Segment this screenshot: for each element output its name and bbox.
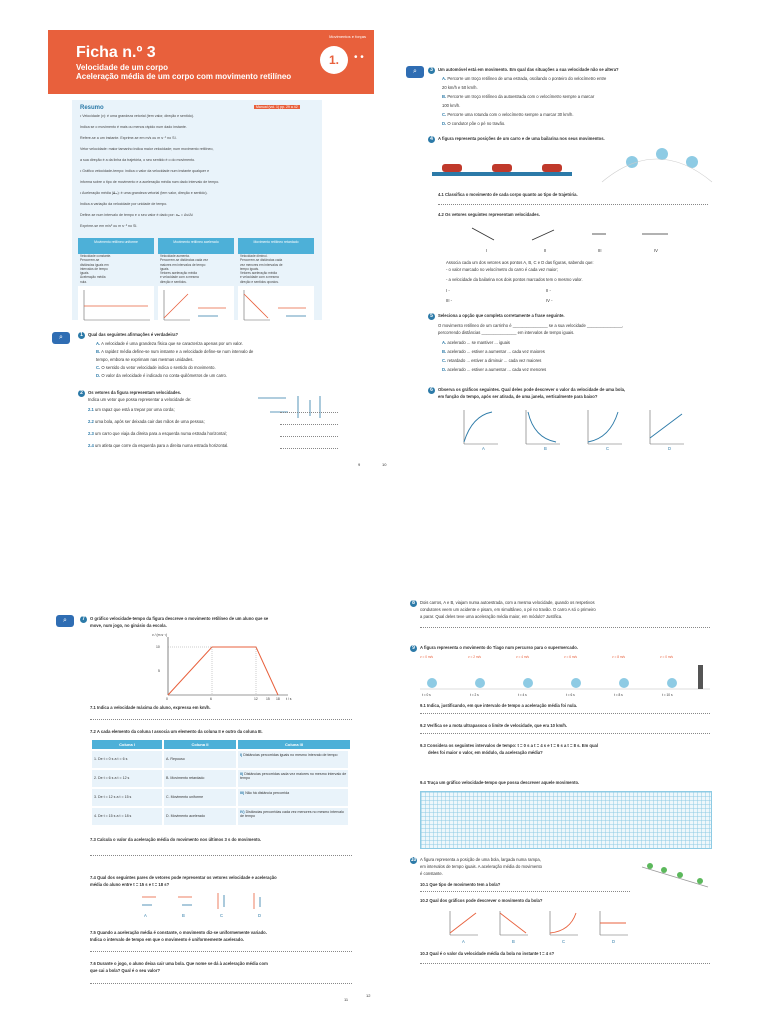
- answer-option[interactable]: [442, 76, 606, 81]
- column-3-cell: [238, 770, 348, 787]
- time-label: t = 8 s: [614, 693, 623, 697]
- summary-title: Resumo: [80, 105, 104, 111]
- subquestion-text: 7.5 Quando a aceleração média é constante, o movimento diz-se uniformemente variado.: [90, 930, 267, 935]
- table-cell-line: Velocidade constante.: [80, 254, 112, 258]
- table-cell-line: Vetores aceleração média: [240, 271, 277, 276]
- time-label: t = 0 s: [422, 693, 431, 697]
- magnifier-icon: ⌕: [56, 615, 74, 627]
- question-number: 1: [78, 332, 85, 339]
- q10-graphs: [448, 909, 648, 937]
- answer-option[interactable]: [96, 373, 227, 378]
- option-text: tempo, embora se exprimam nas mesmas unidades.: [96, 357, 194, 362]
- page-number: 9: [358, 462, 361, 467]
- subquestion-text: 7.2 A cada elemento da coluna I associa um elemento da coluna II e outro da coluna III.: [90, 729, 263, 734]
- instruction-text: - o valor marcado no velocímetro do carro é cada vez maior;: [446, 267, 558, 272]
- table-cell-line: iguais.: [80, 271, 90, 276]
- option-letter: A.: [442, 76, 447, 81]
- option-label: A: [144, 913, 147, 918]
- subquestion-text: 9.4 Traça um gráfico velocidade-tempo que possa descrever aquele movimento.: [420, 780, 580, 785]
- option-text: Percorre uma rotunda com o velocímetro sempre a marcar 30 km/h.: [447, 112, 574, 117]
- instruction-text: - a velocidade da bailarina nos dois pontos marcados tem o mesmo valor.: [446, 277, 583, 282]
- graph-label: A: [482, 446, 485, 451]
- subquestion-text: 7.1 Indica a velocidade máxima do aluno, expressa em km/h.: [90, 705, 211, 710]
- subquestion-text: 4.2 Os vetores seguintes representam velocidades.: [438, 212, 540, 217]
- page-number: 11: [344, 997, 349, 1002]
- column-1-cell: 3. De t = 12 s a t = 15 s: [92, 789, 162, 806]
- time-label: t = 10 s: [662, 693, 673, 697]
- question-text: Qual das seguintes afirmações é verdadeira?: [88, 332, 179, 337]
- option-text: A rapidez média define-se num instante e a velocidade define-se num intervalo de: [101, 349, 254, 354]
- question-text: Um automóvel está em movimento. Em qual das situações a sua velocidade não se altera?: [438, 67, 619, 72]
- answer-line: [90, 983, 352, 984]
- summary-box: [72, 100, 322, 320]
- answer-line: [280, 412, 338, 413]
- subquestion-item: [88, 419, 205, 424]
- subquestion-text: uma bola, após ser deixada cair das mãos de uma pessoa;: [95, 419, 205, 424]
- subquestion-text: 7.6 Durante o jogo, o aluno deixa cair uma bola. Que nome se dá à aceleração média com: [90, 961, 268, 966]
- question-number: 7: [80, 616, 87, 623]
- column-3-cell: [238, 808, 348, 825]
- answer-option[interactable]: [442, 349, 545, 354]
- velocity-time-graph: [148, 633, 298, 703]
- header-section-label: Movimentos e forças: [329, 34, 366, 39]
- speed-label: v = 0 m/s: [660, 655, 674, 659]
- x-axis-label: t / s: [286, 697, 292, 701]
- column-1-cell: 1. De t = 0 s a t = 6 s: [92, 751, 162, 768]
- question-text: em função do tempo, após ser atirada, de uma janela, verticalmente para baixo?: [438, 394, 598, 399]
- option-text: 100 km/h.: [442, 103, 461, 108]
- subquestion-text: 10.2 Qual dos gráficos pode descrever o movimento da bola?: [420, 898, 543, 903]
- option-text: acelerado ... estiver a aumentar ... cada vez maiores: [447, 349, 545, 354]
- question-number: 9: [410, 645, 417, 652]
- q6-graphs: [462, 408, 722, 448]
- column-3-cell: [238, 789, 348, 806]
- question-instruction: Indica um vetor que possa representar a velocidade de:: [88, 397, 192, 402]
- car-and-dancer-figure: [432, 146, 712, 186]
- column-1-cell: 4. De t = 15 s a t = 18 s: [92, 808, 162, 825]
- column-header: Coluna III: [238, 740, 350, 749]
- question-text: Observa os gráficos seguintes. Qual deles pode descrever o valor da velocidade de uma bola,: [438, 387, 626, 392]
- answer-line: [420, 891, 630, 892]
- table-cell: [240, 254, 314, 284]
- answer-line: [420, 627, 710, 628]
- subquestion-text: 7.3 Calcula o valor da aceleração média do movimento nos últimos 3 s do movimento.: [90, 837, 262, 842]
- subquestion-item: [88, 407, 175, 412]
- subquestion-item: [88, 431, 227, 436]
- summary-line: informa sobre o tipo de movimento e a aceleração média num dado intervalo de tempo.: [80, 180, 220, 184]
- graph-label: C: [562, 939, 566, 944]
- blank-label: I -: [446, 288, 450, 293]
- subquestion-number: 2.2: [88, 419, 94, 424]
- question-number: 3: [428, 67, 435, 74]
- answer-line: [90, 951, 352, 952]
- table-cell-line: Percorrem-se: [80, 258, 100, 263]
- time-label: t = 4 s: [518, 693, 527, 697]
- vector-pairs-figure: [138, 891, 288, 913]
- summary-line: Refere-se a um instante. Exprime-se em m/s ou m s⁻¹ no SI.: [80, 136, 177, 140]
- option-text: acelerado ... estiver a aumentar ... cada vez menores: [447, 367, 547, 372]
- magnifier-icon: ⌕: [406, 66, 424, 78]
- question-text: Seleciona a opção que completa corretamente a frase seguinte.: [438, 313, 565, 318]
- answer-line: [438, 204, 708, 205]
- page-number: 10: [382, 462, 387, 467]
- table-cell: [80, 254, 154, 284]
- answer-option[interactable]: [442, 85, 478, 90]
- answer-option[interactable]: [442, 358, 541, 363]
- graph-label: D: [612, 939, 616, 944]
- page-11: [48, 585, 374, 1010]
- answer-option[interactable]: [442, 94, 594, 99]
- subquestion-text: 9.1 Indica, justificando, em que intervalo de tempo a aceleração média foi nula.: [420, 703, 578, 708]
- question-text: a parar. Qual deles teve uma aceleração média maior, em módulo? Justifica.: [420, 614, 563, 619]
- vectors-figure: [472, 226, 672, 246]
- summary-line: Vetor velocidade: maior tamanho indica maior velocidade; num movimento retilíneo,: [80, 147, 214, 151]
- vector-label: IV: [654, 248, 658, 253]
- answer-option[interactable]: [442, 103, 460, 108]
- x-tick: 0: [166, 697, 168, 701]
- subquestion-number: 2.4: [88, 443, 94, 448]
- table-header: Movimento retilíneo retardado: [238, 238, 314, 254]
- answer-line: [280, 436, 338, 437]
- table-header: Movimento retilíneo acelerado: [158, 238, 234, 254]
- table-cell-line: direção e sentidos.: [160, 279, 187, 284]
- blank-label: III -: [446, 298, 453, 303]
- answer-line: [280, 448, 338, 449]
- summary-graphs: [78, 286, 314, 326]
- column-header: Coluna II: [164, 740, 236, 749]
- answer-option[interactable]: [442, 112, 574, 117]
- question-text: condutores veem um acidente e pisam, em simultâneo, o pé no travão. O carro A só o primeiro: [420, 607, 596, 612]
- option-text: Percorre um troço retilíneo de uma estrada, oscilando o ponteiro do velocímetro entre: [447, 76, 607, 81]
- y-axis-label: v / (m s⁻¹): [152, 633, 168, 637]
- question-text: Dois carros, A e B, viajam numa autoestrada, com a mesma velocidade, quando os respetivos: [420, 600, 595, 605]
- option-text: Percorre um troço retilíneo da autoestrada com o velocímetro sempre a marcar: [447, 94, 595, 99]
- column-3-number: III): [240, 791, 245, 795]
- velocity-vectors-figure: [258, 392, 338, 422]
- summary-line: Indica a variação da velocidade por unidade de tempo.: [80, 202, 168, 206]
- worksheet-title: Ficha n.º 3: [76, 44, 156, 61]
- x-tick: 12: [254, 697, 258, 701]
- question-number: 2: [78, 390, 85, 397]
- column-3-text: Distâncias percorridas cada vez maiores no mesmo intervalo de tempo: [240, 772, 347, 781]
- column-2-cell: A. Repouso: [164, 751, 236, 768]
- y-tick: 10: [156, 645, 160, 649]
- option-letter: A.: [96, 341, 101, 346]
- question-text: A figura representa o movimento do Tiago num percurso para o supermercado.: [420, 645, 578, 650]
- table-cell-line: vez menores em intervalos de: [240, 262, 283, 267]
- vector-label: III: [598, 248, 602, 253]
- option-text: O condutor pôe o pé no travão.: [447, 121, 506, 126]
- table-cell-line: intervalos de tempo: [80, 266, 108, 271]
- table-cell-line: nula.: [80, 279, 87, 284]
- ramp-ball-figure: [640, 857, 710, 893]
- table-cell-line: Velocidade aumenta.: [160, 254, 190, 258]
- table-cell-line: distâncias iguais em: [80, 262, 109, 267]
- speed-label: v = 6 m/s: [564, 655, 578, 659]
- option-label: C: [220, 913, 224, 918]
- subquestion-text: média do aluno entre t = 15 s e t = 18 s?: [90, 882, 170, 887]
- motorcycle-figure: [420, 661, 710, 697]
- subquestion-text: 9.3 Considera os seguintes intervalos de tempo: t = 0 s a t = 4 s e t = 6 s a t = 8 s. Em qual: [420, 743, 599, 748]
- graph-paper[interactable]: [420, 791, 712, 849]
- option-text: acelerado ... se mantiver ... iguais: [447, 340, 510, 345]
- answer-option[interactable]: [442, 121, 505, 126]
- table-cell-line: direção e sentidos opostos.: [240, 279, 279, 284]
- vector-label: I: [486, 248, 488, 253]
- blank-label: IV -: [546, 298, 553, 303]
- summary-line: • Gráfico velocidade-tempo: indica o valor da velocidade num instante qualquer e: [80, 169, 210, 173]
- time-label: t = 6 s: [566, 693, 575, 697]
- answer-option[interactable]: [442, 340, 510, 345]
- question-text: O gráfico velocidade-tempo da figura descreve o movimento retilíneo de um aluno que se: [90, 616, 269, 621]
- graph-label: B: [512, 939, 515, 944]
- x-tick: 18: [276, 697, 280, 701]
- subquestion-text: Indica o intervalo de tempo em que o movimento é uniformemente acelerado.: [90, 937, 245, 942]
- table-header: Movimento retilíneo uniforme: [78, 238, 154, 254]
- summary-line: Define-se num intervalo de tempo e o seu valor é dado por: aₘ = Δv/Δt: [80, 213, 193, 217]
- y-tick: 5: [158, 669, 160, 673]
- subquestion-text: deles foi maior o valor, em módulo, da aceleração média?: [428, 750, 543, 755]
- graph-label: C: [606, 446, 610, 451]
- answer-option[interactable]: [442, 367, 546, 372]
- page-number: 12: [366, 993, 371, 998]
- summary-line: • Velocidade (v): é uma grandeza vetorial (tem valor, direção e sentido).: [80, 114, 194, 118]
- answer-line: [90, 855, 352, 856]
- subquestion-text: 7.4 Qual dos seguintes pares de vetores pode representar os vetores velocidade e aceleração: [90, 875, 277, 880]
- option-text: A velocidade é uma grandeza física que se caracteriza apenas por um valor.: [101, 341, 243, 346]
- answer-option[interactable]: [96, 365, 216, 370]
- option-letter: B.: [442, 349, 447, 354]
- option-letter: A.: [442, 340, 447, 345]
- question-text: A figura representa posições de um carro e de uma bailarina nos seus movimentos.: [438, 136, 605, 141]
- time-label: t = 2 s: [470, 693, 479, 697]
- answer-line: [420, 963, 710, 964]
- graph-label: D: [668, 446, 672, 451]
- graph-label: B: [544, 446, 547, 451]
- speed-label: v = 8 m/s: [612, 655, 626, 659]
- option-letter: B.: [96, 349, 101, 354]
- summary-line: a sua direção é a da linha da trajetória, o seu sentido é o do movimento.: [80, 158, 196, 162]
- page-9: [48, 30, 374, 470]
- summary-line: • Aceleração média (a⃗ₘ): é uma grandeza vetorial (tem valor, direção e sentido).: [80, 191, 208, 195]
- magnifier-icon: ⌕: [52, 332, 70, 344]
- table-cell-line: maiores em intervalos de tempo: [160, 262, 206, 267]
- answer-option[interactable]: [96, 341, 243, 346]
- answer-line: [420, 733, 710, 734]
- table-cell-line: Percorrem-se distâncias cada: [240, 258, 283, 263]
- page-10: [382, 30, 718, 470]
- option-letter: C.: [442, 358, 447, 363]
- subquestion-text: 9.2 Verifica se a mota ultrapassou o limite de velocidade, que era 10 km/h.: [420, 723, 568, 728]
- table-cell-line: Vetores aceleração média: [160, 271, 197, 276]
- option-letter: D.: [96, 373, 101, 378]
- subquestion-text: 10.3 Qual é o valor da velocidade média da bola no instante t = 4 s?: [420, 951, 555, 956]
- option-text: 20 km/h e 50 km/h.: [442, 85, 478, 90]
- table-cell: [160, 254, 234, 284]
- table-cell-line: Percorrem-se distâncias cada vez: [160, 258, 209, 263]
- subquestion-text: um rapaz que está a trepar por uma corda;: [95, 407, 175, 412]
- option-text: O valor da velocidade é indicado no conta-quilómetros de um carro.: [101, 373, 228, 378]
- answer-line: [420, 713, 710, 714]
- question-number: 8: [410, 600, 417, 607]
- table-cell-line: tempo iguais.: [240, 266, 259, 271]
- option-letter: C.: [442, 112, 447, 117]
- dots-decoration: • •: [354, 52, 364, 63]
- column-header: Coluna I: [92, 740, 162, 749]
- unit-number-badge: 1.: [320, 46, 348, 74]
- question-number: 5: [428, 313, 435, 320]
- table-cell-line: e velocidade com a mesma: [240, 275, 279, 280]
- question-number: 10: [410, 857, 417, 863]
- question-text: Os vetores da figura representam velocidades.: [88, 390, 182, 395]
- worksheet-header: [48, 30, 374, 94]
- table-cell-line: Aceleração média: [80, 275, 106, 280]
- subquestion-text: 4.1 Classifica o movimento de cada corpo quanto ao tipo de trajetória.: [438, 192, 578, 197]
- column-3-number: IV): [240, 810, 245, 814]
- question-text: move, num jogo, no ginásio da escola.: [90, 623, 167, 628]
- table-cell-line: e velocidade com a mesma: [160, 275, 199, 280]
- question-number: 6: [428, 387, 435, 394]
- question-number: 4: [428, 136, 435, 143]
- page-12: [366, 585, 718, 1010]
- subquestion-item: [88, 443, 228, 448]
- answer-option[interactable]: [96, 357, 194, 362]
- subquestion-number: 2.3: [88, 431, 94, 436]
- worksheet-subtitle-2: Aceleração média de um corpo com movimento retilíneo: [76, 72, 292, 81]
- speed-label: v = 4 m/s: [516, 655, 530, 659]
- speed-label: v = 2 m/s: [468, 655, 482, 659]
- subquestion-text: que cai a bola? Qual é o seu valor?: [90, 968, 161, 973]
- summary-line: Exprime-se em m/s² ou m s⁻² no SI.: [80, 224, 138, 228]
- option-letter: D.: [442, 121, 447, 126]
- option-label: B: [182, 913, 185, 918]
- answer-line: [90, 719, 352, 720]
- column-2-cell: C. Movimento uniforme: [164, 789, 236, 806]
- column-3-text: Não há distância percorrida: [245, 791, 290, 795]
- column-3-text: Distâncias percorridas cada vez menores no mesmo intervalo de tempo: [240, 810, 344, 819]
- x-tick: 6: [210, 697, 212, 701]
- table-cell-line: Velocidade diminui.: [240, 254, 268, 258]
- subquestion-text: 10.1 Que tipo de movimento tem a bola?: [420, 882, 501, 887]
- sentence-text: O movimento retilíneo de um carrinho é _______________ se a sua velocidade _______________,: [438, 323, 624, 328]
- option-letter: C.: [96, 365, 101, 370]
- subquestion-text: um carro que viaja da direita para a esquerda numa estrada horizontal;: [95, 431, 227, 436]
- column-3-number: II): [240, 772, 244, 776]
- answer-option[interactable]: [96, 349, 253, 354]
- summary-line: Indica se o movimento é mais ou menos rápido num dado instante.: [80, 125, 187, 129]
- blank-label: II -: [546, 288, 551, 293]
- option-text: O sentido do vetor velocidade indica o sentido do movimento.: [101, 365, 216, 370]
- option-text: retardado ... estiver a diminuir ... cada vez maiores: [447, 358, 542, 363]
- subquestion-text: um atleta que corre da esquerda para a direita numa estrada horizontal.: [95, 443, 229, 448]
- table-cell-line: iguais.: [160, 266, 170, 271]
- subquestion-number: 2.1: [88, 407, 94, 412]
- question-text: A figura representa a posição de uma bola, largada numa rampa,: [420, 857, 541, 862]
- option-letter: D.: [442, 367, 447, 372]
- column-3-cell: [238, 751, 348, 768]
- speed-label: v = 0 m/s: [420, 655, 434, 659]
- vector-label: II: [544, 248, 547, 253]
- column-2-cell: D. Movimento acelerado: [164, 808, 236, 825]
- question-text: é constante.: [420, 871, 443, 876]
- column-3-text: Distâncias percorridas iguais no mesmo intervalo de tempo: [243, 753, 338, 757]
- instruction-text: Associa cada um dos vetores aos pontos A, B, C e D das figuras, sabendo que:: [446, 260, 594, 265]
- column-1-cell: 2. De t = 6 s a t = 12 s: [92, 770, 162, 787]
- sentence-text: percorrendo distâncias _______________ em intervalos de tempo iguais.: [438, 330, 575, 335]
- column-3-number: I): [240, 753, 243, 757]
- option-letter: B.: [442, 94, 447, 99]
- column-2-cell: B. Movimento retardado: [164, 770, 236, 787]
- question-text: em intervalos de tempo iguais. A aceleração média do movimento: [420, 864, 542, 869]
- manual-badge: Manual (vol. 1) pp. 29 a 42: [256, 105, 298, 109]
- graph-label: A: [462, 939, 465, 944]
- worksheet-subtitle-1: Velocidade de um corpo: [76, 63, 169, 72]
- answer-line: [280, 424, 338, 425]
- x-tick: 15: [266, 697, 270, 701]
- option-label: D: [258, 913, 262, 918]
